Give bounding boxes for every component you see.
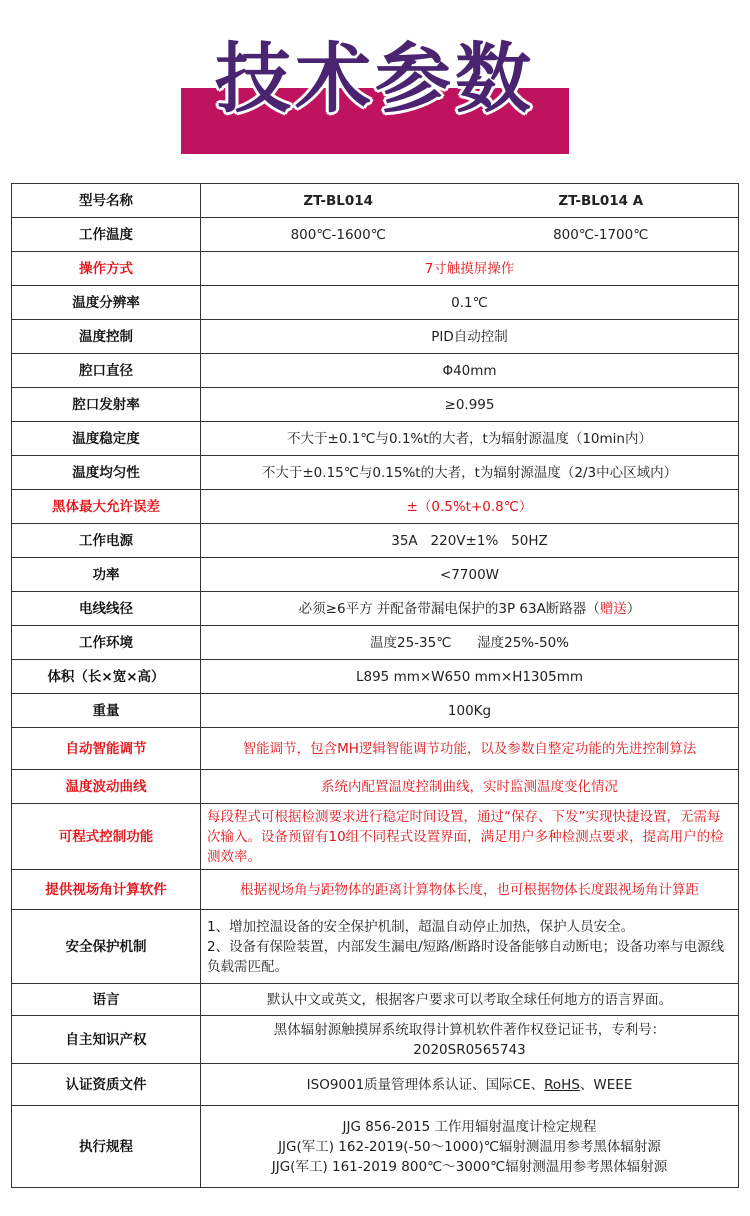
row-value [201,1064,739,1106]
row-label: 温度控制 [12,320,201,354]
safety-line-2: 2、设备有保险装置，内部发生漏电/短路/断路时设备能够自动断电；设备功率与电源线负载需匹配。 [207,938,725,975]
value-b: 800℃-1700℃ [553,226,649,243]
row-label: 腔口直径 [12,354,201,388]
row-value: 7寸触摸屏操作 [201,252,739,286]
row-value: 不大于±0.1℃与0.1%t的大者，t为辐射源温度（10min内） [201,422,739,456]
row-value [201,592,739,626]
row-label: 体积（长×宽×高） [12,660,201,694]
table-row [12,592,739,626]
row-value: ≥0.995 [201,388,739,422]
row-value [201,218,739,252]
table-row [12,804,739,870]
row-value: 默认中文或英文，根据客户要求可以考取全球任何地方的语言界面。 [201,984,739,1016]
row-label: 型号名称 [12,184,201,218]
table-row [12,1106,739,1188]
row-label: 自动智能调节 [12,728,201,770]
row-label: 温度均匀性 [12,456,201,490]
row-value [201,1016,739,1064]
row-label: 提供视场角计算软件 [12,870,201,910]
row-label: 安全保护机制 [12,910,201,984]
row-label: 温度稳定度 [12,422,201,456]
row-value [201,910,739,984]
row-label: 电线线径 [12,592,201,626]
row-value: 根据视场角与距物体的距离计算物体长度，也可根据物体长度跟视场角计算距 [201,870,739,910]
row-label: 腔口发射率 [12,388,201,422]
row-value: 0.1℃ [201,286,739,320]
free-gift-note: 赠送 [599,600,627,617]
ip-line-1: 黑体辐射源触摸屏系统取得计算机软件著作权登记证书，专利号： [273,1021,666,1038]
value-text-end: ） [626,600,641,617]
table-row [12,910,739,984]
cert-text: ISO9001质量管理体系认证、国际CE、 [306,1076,545,1093]
table-row [12,870,739,910]
table-row [12,728,739,770]
table-row [12,354,739,388]
row-value: Φ40mm [201,354,739,388]
row-value: 35A 220V±1% 50HZ [201,524,739,558]
row-value: PID自动控制 [201,320,739,354]
ip-line-2: 2020SR0565743 [413,1041,526,1058]
row-value: <7700W [201,558,739,592]
value-text: 必须≥6平方 并配备带漏电保护的3P 63A断路器（ [298,600,600,617]
row-label: 工作电源 [12,524,201,558]
row-label: 功率 [12,558,201,592]
table-row [12,660,739,694]
row-label: 执行规程 [12,1106,201,1188]
table-row [12,218,739,252]
row-value: 100Kg [201,694,739,728]
row-value: 每段程式可根据检测要求进行稳定时间设置，通过“保存、下发”实现快捷设置，无需每次输入。设备预留有10组不同程式设置界面，满足用户多种检测点要求，提高用户的检测效率。 [201,804,739,870]
table-row [12,694,739,728]
row-label: 操作方式 [12,252,201,286]
table-row [12,320,739,354]
row-label: 语言 [12,984,201,1016]
table-row [12,388,739,422]
row-value [201,1106,739,1188]
row-value: 智能调节，包含MH逻辑智能调节功能，以及参数自整定功能的先进控制算法 [201,728,739,770]
table-row [12,1016,739,1064]
value-a: 800℃-1600℃ [290,226,386,243]
table-row [12,524,739,558]
row-label: 自主知识产权 [12,1016,201,1064]
table-row [12,422,739,456]
spec-table [11,183,739,1188]
row-label: 温度分辨率 [12,286,201,320]
row-label: 认证资质文件 [12,1064,201,1106]
row-value: L895 mm×W650 mm×H1305mm [201,660,739,694]
table-row [12,770,739,804]
standard-line-2: JJG(军工) 162-2019(-50～1000)℃辐射测温用参考黑体辐射源 [278,1138,661,1155]
safety-line-1: 1、增加控温设备的安全保护机制，超温自动停止加热，保护人员安全。 [207,918,635,935]
table-row [12,1064,739,1106]
model-a: ZT-BL014 [303,192,374,209]
table-row [12,626,739,660]
table-row [12,184,739,218]
table-row [12,286,739,320]
row-value: 系统内配置温度控制曲线，实时监测温度变化情况 [201,770,739,804]
model-b: ZT-BL014 A [558,192,644,209]
row-value: 不大于±0.15℃与0.15%t的大者，t为辐射源温度（2/3中心区域内） [201,456,739,490]
row-label: 可程式控制功能 [12,804,201,870]
standard-line-3: JJG(军工) 161-2019 800℃～3000℃辐射测温用参考黑体辐射源 [271,1158,668,1175]
row-label: 重量 [12,694,201,728]
row-value [201,184,739,218]
rohs-text: RoHS [544,1076,580,1093]
row-label: 工作环境 [12,626,201,660]
row-value: 温度25-35℃ 湿度25%-50% [201,626,739,660]
row-value: ±（0.5%t+0.8℃） [201,490,739,524]
table-row [12,490,739,524]
cert-text-end: 、WEEE [579,1076,633,1093]
table-row [12,456,739,490]
table-row [12,984,739,1016]
table-row [12,252,739,286]
page-title: 技术参数 [215,34,535,123]
row-label: 黑体最大允许误差 [12,490,201,524]
page-header [0,0,750,170]
table-row [12,558,739,592]
standard-line-1: JJG 856-2015 工作用辐射温度计检定规程 [342,1118,597,1135]
row-label: 工作温度 [12,218,201,252]
row-label: 温度波动曲线 [12,770,201,804]
